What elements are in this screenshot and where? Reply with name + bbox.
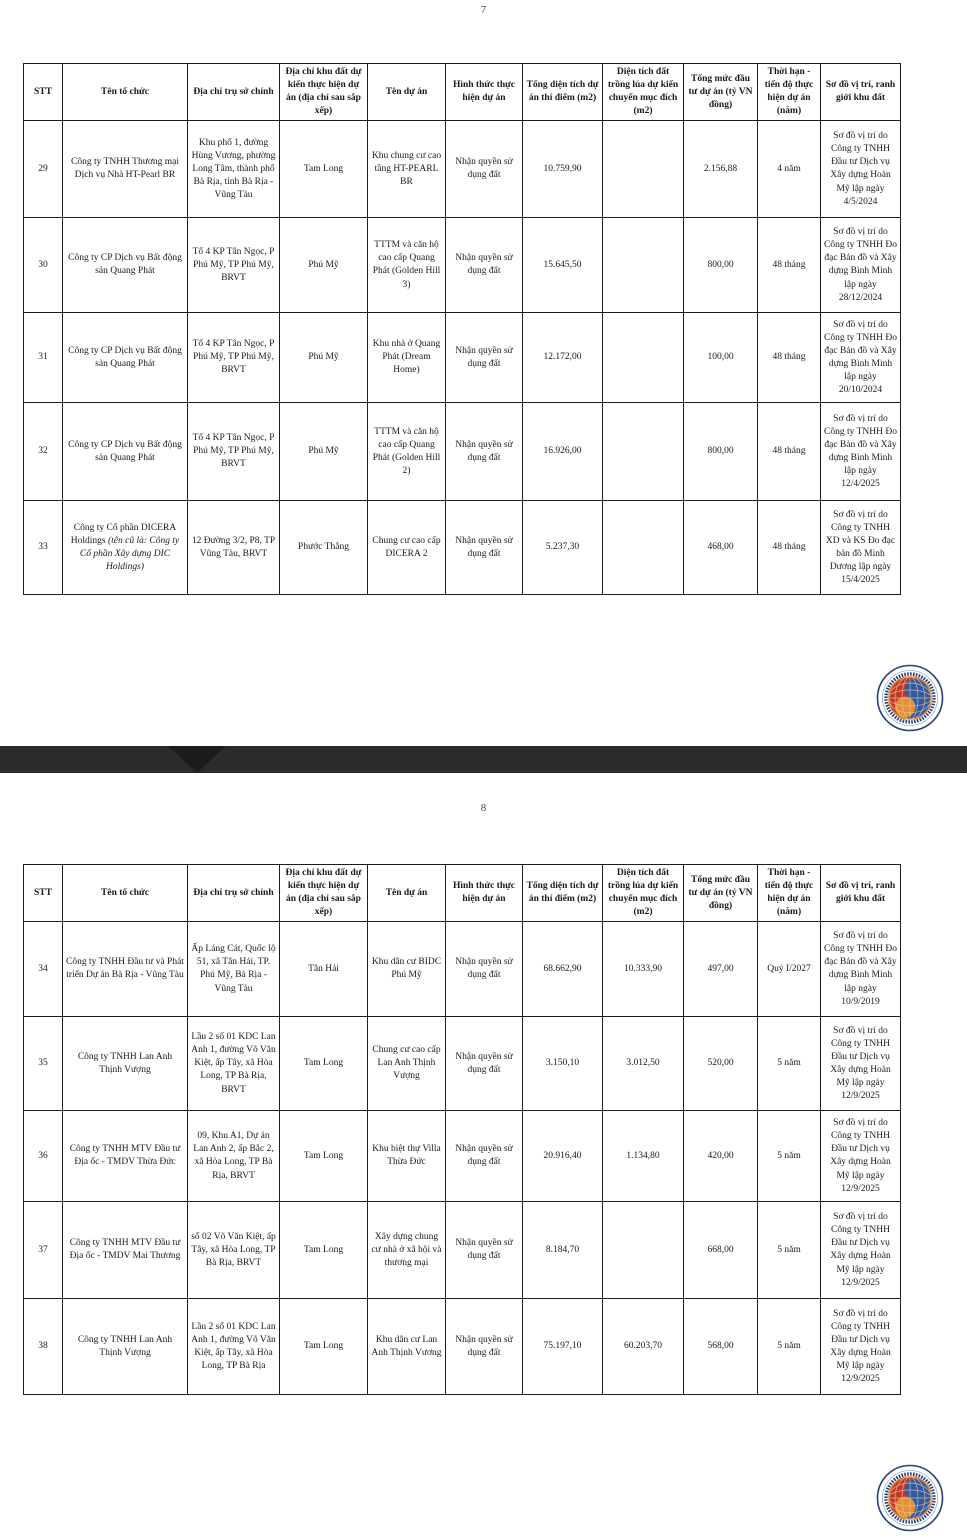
cell-investment: 497,00 bbox=[684, 922, 758, 1017]
cell-stt: 35 bbox=[24, 1017, 63, 1111]
cell-total-area: 68.662,90 bbox=[523, 922, 603, 1017]
cell-map-note: Sơ đồ vị trí do Công ty TNHH Đầu tư Dịch vụ Xây dựng Hoàn Mỹ lập ngày 12/9/2025 bbox=[821, 1017, 901, 1111]
cell-site-address: Phú Mỹ bbox=[280, 218, 368, 313]
header-hq-address: Địa chỉ trụ sở chính bbox=[188, 64, 280, 121]
header-duration: Thời hạn - tiến độ thực hiện dự án (năm) bbox=[758, 64, 821, 121]
cell-rice-area: 1.134,80 bbox=[603, 1111, 684, 1202]
cell-rice-area: 10.333,90 bbox=[603, 922, 684, 1017]
org-name: Công ty TNHH Thương mại Dịch vụ Nhà HT-Pearl BR bbox=[71, 157, 179, 181]
cell-duration: Quý I/2027 bbox=[758, 922, 821, 1017]
cell-implementation-form: Nhận quyền sử dụng đất bbox=[446, 922, 523, 1017]
org-name: Công ty TNHH Đầu tư và Phát triển Dự án Bà Rịa - Vũng Tàu bbox=[66, 957, 184, 981]
cell-stt: 31 bbox=[24, 313, 63, 403]
cell-investment: 800,00 bbox=[684, 403, 758, 501]
org-name: Công ty Cổ phần DICERA Holdings bbox=[70, 522, 177, 546]
cell-site-address: Phước Thắng bbox=[280, 501, 368, 595]
cell-implementation-form: Nhận quyền sử dụng đất bbox=[446, 403, 523, 501]
cell-organization bbox=[63, 922, 188, 1017]
cell-total-area: 12.172,00 bbox=[523, 313, 603, 403]
cell-organization bbox=[63, 1202, 188, 1299]
cell-hq-address: Lầu 2 số 01 KDC Lan Anh 1, đường Võ Văn Kiệt, ấp Tây, xã Hòa Long, TP Bà Rịa bbox=[188, 1299, 280, 1395]
cell-map-note: Sơ đồ vị trí do Công ty TNHH Đầu tư Dịch vụ Xây dựng Hoàn Mỹ lập ngày 12/9/2025 bbox=[821, 1299, 901, 1395]
cell-site-address: Tam Long bbox=[280, 121, 368, 218]
cell-total-area: 10.759,90 bbox=[523, 121, 603, 218]
table-header-row bbox=[24, 64, 901, 121]
cell-rice-area bbox=[603, 403, 684, 501]
cell-investment: 668,00 bbox=[684, 1202, 758, 1299]
header-map: Sơ đồ vị trí, ranh giới khu đất bbox=[821, 64, 901, 121]
cell-duration: 48 tháng bbox=[758, 313, 821, 403]
cell-investment: 468,00 bbox=[684, 501, 758, 595]
cell-project-name: Khu dân cư Lan Anh Thịnh Vương bbox=[368, 1299, 446, 1395]
header-organization: Tên tổ chức bbox=[63, 64, 188, 121]
page-divider-bar bbox=[0, 746, 967, 773]
cell-implementation-form: Nhận quyền sử dụng đất bbox=[446, 1017, 523, 1111]
cell-hq-address: Tổ 4 KP Tân Ngọc, P Phú Mỹ, TP Phú Mỹ, BRVT bbox=[188, 313, 280, 403]
cell-project-name: Khu nhà ở Quang Phát (Dream Home) bbox=[368, 313, 446, 403]
cell-total-area: 75.197,10 bbox=[523, 1299, 603, 1395]
table-row bbox=[24, 1017, 901, 1111]
cell-project-name: Khu biệt thự Villa Thừa Đức bbox=[368, 1111, 446, 1202]
header-organization: Tên tổ chức bbox=[63, 865, 188, 922]
header-stt: STT bbox=[24, 64, 63, 121]
organization-seal-logo bbox=[876, 664, 944, 732]
cell-site-address: Tân Hải bbox=[280, 922, 368, 1017]
org-name: Công ty TNHH Lan Anh Thịnh Vượng bbox=[77, 1334, 173, 1358]
cell-duration: 5 năm bbox=[758, 1202, 821, 1299]
projects-table-page7 bbox=[23, 63, 901, 595]
cell-investment: 2.156,88 bbox=[684, 121, 758, 218]
cell-investment: 420,00 bbox=[684, 1111, 758, 1202]
cell-rice-area: 60.203,70 bbox=[603, 1299, 684, 1395]
cell-stt: 38 bbox=[24, 1299, 63, 1395]
cell-stt: 33 bbox=[24, 501, 63, 595]
cell-duration: 4 năm bbox=[758, 121, 821, 218]
cell-project-name: Chung cư cao cấp Lan Anh Thịnh Vượng bbox=[368, 1017, 446, 1111]
header-investment: Tổng mức đầu tư dự án (tỷ VN đồng) bbox=[684, 865, 758, 922]
cell-total-area: 3.150,10 bbox=[523, 1017, 603, 1111]
cell-rice-area bbox=[603, 501, 684, 595]
org-name: Công ty TNHH MTV Đầu tư Địa ốc - TMDV Thừa Đức bbox=[69, 1144, 181, 1168]
cell-stt: 32 bbox=[24, 403, 63, 501]
cell-hq-address: Lầu 2 số 01 KDC Lan Anh 1, đường Võ Văn Kiệt, ấp Tây, xã Hòa Long, TP Bà Rịa, BRVT bbox=[188, 1017, 280, 1111]
cell-map-note: Sơ đồ vị trí do Công ty TNHH Đầu tư Dịch vụ Xây dựng Hoàn Mỹ lập ngày 4/5/2024 bbox=[821, 121, 901, 218]
cell-project-name: Khu dân cư BIDC Phú Mỹ bbox=[368, 922, 446, 1017]
cell-investment: 520,00 bbox=[684, 1017, 758, 1111]
header-site-address: Địa chỉ khu đất dự kiến thực hiện dự án (địa chỉ sau sắp xếp) bbox=[280, 64, 368, 121]
cell-stt: 36 bbox=[24, 1111, 63, 1202]
cell-total-area: 16.926,00 bbox=[523, 403, 603, 501]
header-duration: Thời hạn - tiến độ thực hiện dự án (năm) bbox=[758, 865, 821, 922]
cell-map-note: Sơ đồ vị trí do Công ty TNHH Đo đạc Bản đồ và Xây dựng Bình Minh lập ngày 10/9/2019 bbox=[821, 922, 901, 1017]
cell-investment: 800,00 bbox=[684, 218, 758, 313]
cell-organization bbox=[63, 1111, 188, 1202]
cell-rice-area bbox=[603, 121, 684, 218]
table-row bbox=[24, 403, 901, 501]
cell-rice-area bbox=[603, 1202, 684, 1299]
org-name: Công ty TNHH MTV Đầu tư Địa ốc - TMDV Mai Thương bbox=[69, 1238, 181, 1262]
cell-map-note: Sơ đồ vị trí do Công ty TNHH Đo đạc Bản đồ và Xây dựng Bình Minh lập ngày 20/10/2024 bbox=[821, 313, 901, 403]
table-row bbox=[24, 1299, 901, 1395]
cell-hq-address: số 02 Võ Văn Kiệt, ấp Tây, xã Hòa Long, TP Bà Rịa, BRVT bbox=[188, 1202, 280, 1299]
cell-hq-address: Ấp Láng Cát, Quốc lộ 51, xã Tân Hải, TP. Phú Mỹ, Bà Rịa - Vũng Tàu bbox=[188, 922, 280, 1017]
org-name: Công ty CP Dịch vụ Bất động sản Quang Phát bbox=[68, 439, 182, 463]
table-row bbox=[24, 501, 901, 595]
cell-rice-area bbox=[603, 313, 684, 403]
header-project-name: Tên dự án bbox=[368, 865, 446, 922]
header-project-name: Tên dự án bbox=[368, 64, 446, 121]
header-hq-address: Địa chỉ trụ sở chính bbox=[188, 865, 280, 922]
cell-project-name: Khu chung cư cao tầng HT-PEARL BR bbox=[368, 121, 446, 218]
table-row bbox=[24, 313, 901, 403]
cell-organization bbox=[63, 313, 188, 403]
cell-hq-address: 09, Khu A1, Dự án Lan Anh 2, ấp Bắc 2, xã Hòa Long, TP Bà Rịa, BRVT bbox=[188, 1111, 280, 1202]
header-site-address: Địa chỉ khu đất dự kiến thực hiện dự án (địa chỉ sau sắp xếp) bbox=[280, 865, 368, 922]
cell-implementation-form: Nhận quyền sử dụng đất bbox=[446, 218, 523, 313]
cell-investment: 568,00 bbox=[684, 1299, 758, 1395]
table-row bbox=[24, 218, 901, 313]
cell-map-note: Sơ đồ vị trí do Công ty TNHH Đo đạc Bản đồ và Xây dựng Bình Minh lập ngày 12/4/2025 bbox=[821, 403, 901, 501]
table-row bbox=[24, 121, 901, 218]
cell-duration: 5 năm bbox=[758, 1111, 821, 1202]
cell-implementation-form: Nhận quyền sử dụng đất bbox=[446, 501, 523, 595]
page-number-8: 8 bbox=[480, 802, 487, 814]
cell-total-area: 8.184,70 bbox=[523, 1202, 603, 1299]
cell-duration: 48 tháng bbox=[758, 218, 821, 313]
projects-table-page8 bbox=[23, 864, 901, 1395]
header-rice-area: Diện tích đất trồng lúa dự kiến chuyển mục đích (m2) bbox=[603, 64, 684, 121]
header-implementation-form: Hình thức thực hiện dự án bbox=[446, 865, 523, 922]
cell-site-address: Phú Mỹ bbox=[280, 403, 368, 501]
org-name: Công ty CP Dịch vụ Bất động sản Quang Phát bbox=[68, 253, 182, 277]
cell-rice-area bbox=[603, 218, 684, 313]
cell-organization bbox=[63, 121, 188, 218]
table-header-row bbox=[24, 865, 901, 922]
cell-implementation-form: Nhận quyền sử dụng đất bbox=[446, 1299, 523, 1395]
header-investment: Tổng mức đầu tư dự án (tỷ VN đồng) bbox=[684, 64, 758, 121]
cell-total-area: 5.237,30 bbox=[523, 501, 603, 595]
cell-duration: 5 năm bbox=[758, 1299, 821, 1395]
cell-implementation-form: Nhận quyền sử dụng đất bbox=[446, 313, 523, 403]
cell-hq-address: Tổ 4 KP Tân Ngọc, P Phú Mỹ, TP Phú Mỹ, BRVT bbox=[188, 403, 280, 501]
cell-organization bbox=[63, 218, 188, 313]
cell-site-address: Tam Long bbox=[280, 1202, 368, 1299]
divider-notch bbox=[168, 746, 226, 773]
organization-seal-logo bbox=[876, 1464, 944, 1532]
cell-hq-address: Khu phố 1, đường Hùng Vương, phường Long Tâm, thành phố Bà Rịa, tỉnh Bà Rịa - Vũng Tàu bbox=[188, 121, 280, 218]
cell-site-address: Tam Long bbox=[280, 1017, 368, 1111]
cell-map-note: Sơ đồ vị trí do Công ty TNHH Đầu tư Dịch vụ Xây dựng Hoàn Mỹ lập ngày 12/9/2025 bbox=[821, 1111, 901, 1202]
cell-total-area: 15.645,50 bbox=[523, 218, 603, 313]
cell-duration: 5 năm bbox=[758, 1017, 821, 1111]
org-name: Công ty CP Dịch vụ Bất động sản Quang Phát bbox=[68, 345, 182, 369]
cell-organization bbox=[63, 1017, 188, 1111]
cell-total-area: 20.916,40 bbox=[523, 1111, 603, 1202]
header-total-area: Tổng diện tích dự án thí điểm (m2) bbox=[523, 64, 603, 121]
header-map: Sơ đồ vị trí, ranh giới khu đất bbox=[821, 865, 901, 922]
cell-implementation-form: Nhận quyền sử dụng đất bbox=[446, 121, 523, 218]
cell-rice-area: 3.012,50 bbox=[603, 1017, 684, 1111]
cell-site-address: Tam Long bbox=[280, 1299, 368, 1395]
cell-stt: 37 bbox=[24, 1202, 63, 1299]
cell-implementation-form: Nhận quyền sử dụng đất bbox=[446, 1111, 523, 1202]
cell-hq-address: 12 Đường 3/2, P8, TP Vũng Tàu, BRVT bbox=[188, 501, 280, 595]
header-total-area: Tổng diện tích dự án thí điểm (m2) bbox=[523, 865, 603, 922]
cell-duration: 48 tháng bbox=[758, 501, 821, 595]
table-row bbox=[24, 1202, 901, 1299]
cell-organization bbox=[63, 1299, 188, 1395]
cell-map-note: Sơ đồ vị trí do Công ty TNHH Đo đạc Bản đồ và Xây dựng Bình Minh lập ngày 28/12/2024 bbox=[821, 218, 901, 313]
cell-project-name: TTTM và căn hộ cao cấp Quang Phát (Golden Hill 2) bbox=[368, 403, 446, 501]
cell-project-name: Chung cư cao cấp DICERA 2 bbox=[368, 501, 446, 595]
cell-stt: 30 bbox=[24, 218, 63, 313]
cell-stt: 34 bbox=[24, 922, 63, 1017]
cell-map-note: Sơ đồ vị trí do Công ty TNHH XD và KS Đo đạc bản đồ Minh Dương lập ngày 15/4/2025 bbox=[821, 501, 901, 595]
cell-investment: 100,00 bbox=[684, 313, 758, 403]
cell-organization bbox=[63, 403, 188, 501]
cell-project-name: TTTM và căn hộ cao cấp Quang Phát (Golden Hill 3) bbox=[368, 218, 446, 313]
cell-implementation-form: Nhận quyền sử dụng đất bbox=[446, 1202, 523, 1299]
header-rice-area: Diện tích đất trồng lúa dự kiến chuyển mục đích (m2) bbox=[603, 865, 684, 922]
header-implementation-form: Hình thức thực hiện dự án bbox=[446, 64, 523, 121]
cell-duration: 48 tháng bbox=[758, 403, 821, 501]
cell-site-address: Tam Long bbox=[280, 1111, 368, 1202]
org-note: (tên cũ là: Công ty Cổ phần Xây dựng DIC Holdings) bbox=[79, 535, 180, 573]
cell-stt: 29 bbox=[24, 121, 63, 218]
cell-map-note: Sơ đồ vị trí do Công ty TNHH Đầu tư Dịch vụ Xây dựng Hoàn Mỹ lập ngày 12/9/2025 bbox=[821, 1202, 901, 1299]
cell-site-address: Phú Mỹ bbox=[280, 313, 368, 403]
cell-organization bbox=[63, 501, 188, 595]
cell-project-name: Xây dựng chung cư nhà ở xã hội và thương mại bbox=[368, 1202, 446, 1299]
org-name: Công ty TNHH Lan Anh Thịnh Vượng bbox=[77, 1051, 173, 1075]
header-stt: STT bbox=[24, 865, 63, 922]
table-row bbox=[24, 1111, 901, 1202]
table-row bbox=[24, 922, 901, 1017]
page-number-7: 7 bbox=[480, 4, 487, 16]
cell-hq-address: Tổ 4 KP Tân Ngọc, P Phú Mỹ, TP Phú Mỹ, BRVT bbox=[188, 218, 280, 313]
